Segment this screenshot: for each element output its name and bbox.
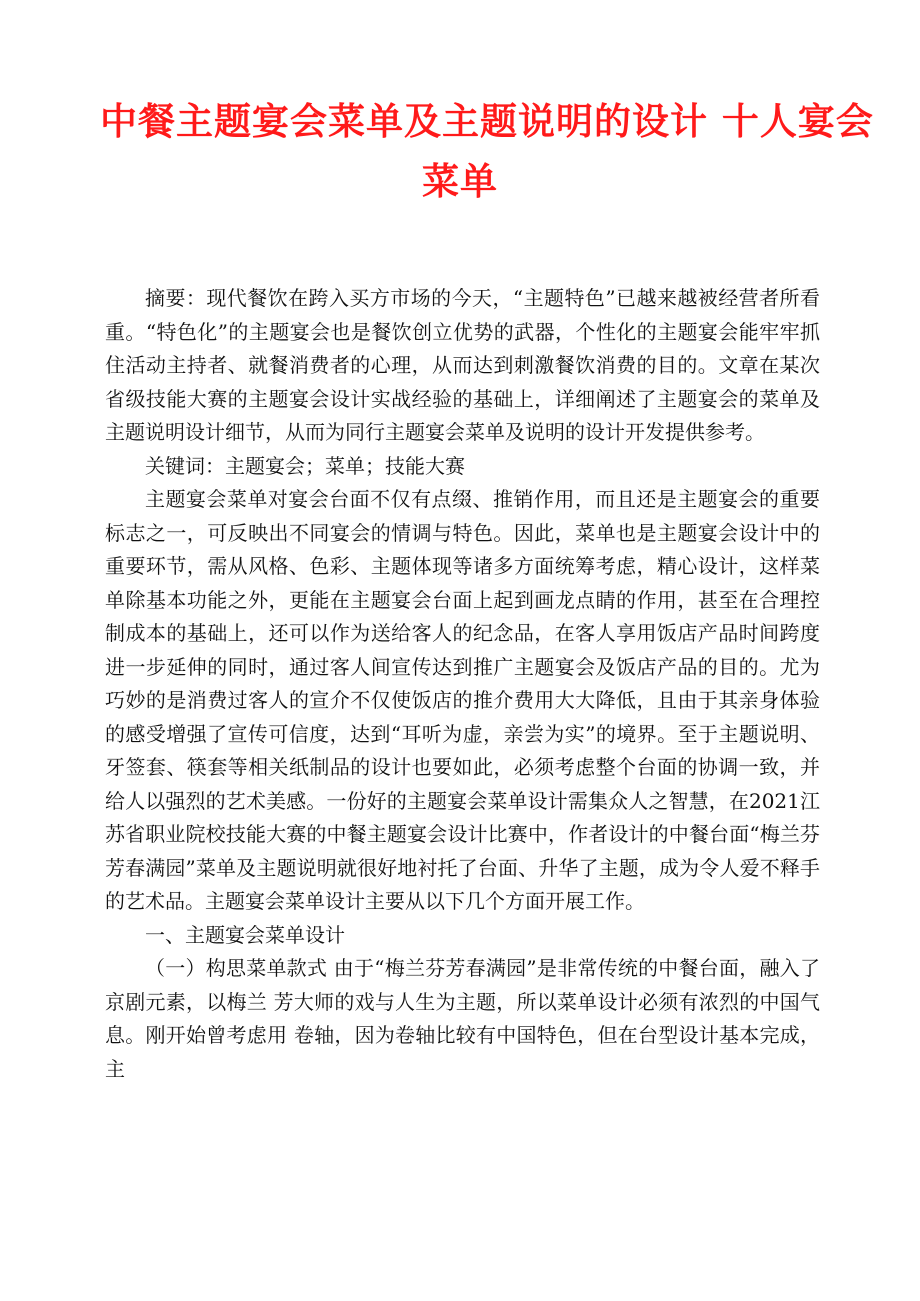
intro-paragraph: 主题宴会菜单对宴会台面不仅有点缀、推销作用，而且还是主题宴会的重要标志之一，可反映出不同宴会的情调与特色。因此，菜单也是主题宴会设计中的重要环节，需从风格、色彩、主题体现等诸多方面统筹考虑，精心设计，这样菜单除基本功能之外，更能在主题宴会台面上起到画龙点睛的作用，甚至在合理控制成本的基础上，还可以作为送给客人的纪念品，在客人享用饭店产品时间跨度进一步延伸的同时，通过客人间宣传达到推广主题宴会及饭店产品的目的。尤为巧妙的是消费过客人的宣介不仅使饭店的推介费用大大降低，且由于其亲身体验的感受增强了宣传可信度，达到“耳听为虚，亲尝为实”的境界。至于主题说明、牙签套、筷套等相关纸制品的设计也要如此，必须考虑整个台面的协调一致，并给人以强烈的艺术美感。一份好的主题宴会菜单设计需集众人之智慧，在2021江苏省职业院校技能大赛的中餐主题宴会设计比赛中，作者设计的中餐台面“梅兰芬芳春满园”菜单及主题说明就很好地衬托了台面、升华了主题，成为令人爱不释手的艺术品。主题宴会菜单设计主要从以下几个方面开展工作。 [105, 487, 820, 913]
document-body [105, 282, 820, 1086]
abstract-paragraph: 摘要：现代餐饮在跨入买方市场的今天，“主题特色”已越来越被经营者所看重。“特色化”的主题宴会也是餐饮创立优势的武器，个性化的主题宴会能牢牢抓住活动主持者、就餐消费者的心理，从而达到刺激餐饮消费的目的。文章在某次省级技能大赛的主题宴会设计实战经验的基础上，详细阐述了主题宴会的菜单及主题说明设计细节，从而为同行主题宴会菜单及说明的设计开发提供参考。 [105, 286, 820, 444]
title-line-1: 中餐主题宴会菜单及主题说明的设计 十人宴会 [100, 100, 874, 143]
section-heading: 一、主题宴会菜单设计 [145, 922, 345, 947]
document-title [100, 92, 874, 212]
title-line-2: 菜单 [422, 160, 498, 203]
keywords-paragraph: 关键词：主题宴会；菜单；技能大赛 [145, 453, 465, 478]
subsection-paragraph: （一）构思菜单款式 由于“梅兰芬芳春满园”是非常传统的中餐台面，融入了京剧元素，以梅兰 芳大师的戏与人生为主题，所以菜单设计必须有浓烈的中国气息。刚开始曾考虑用 卷轴，因为卷轴比较有中国特色，但在台型设计基本完成，主 [105, 956, 820, 1081]
